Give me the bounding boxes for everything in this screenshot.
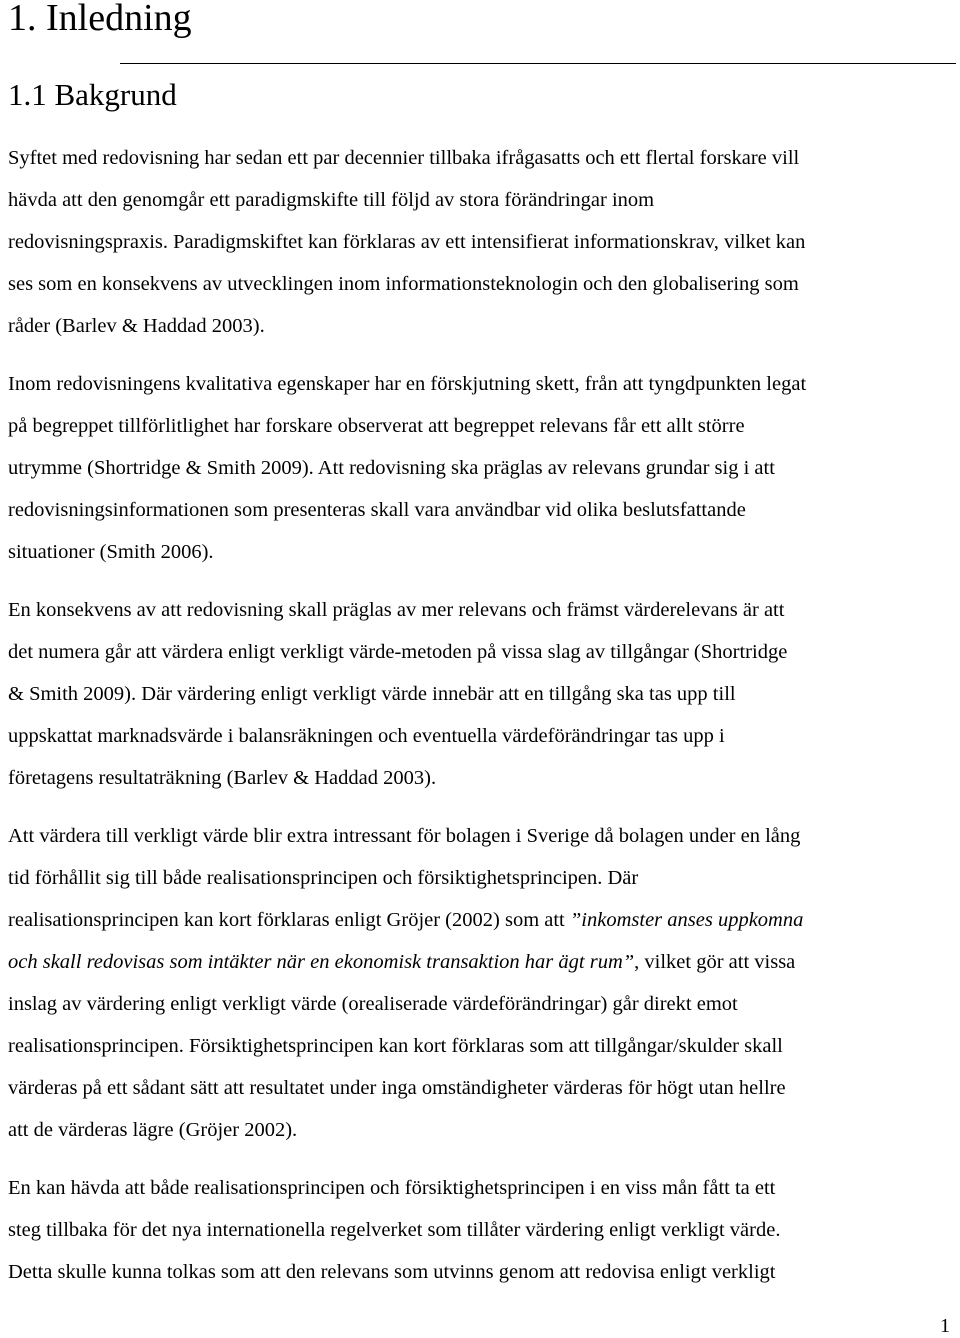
text-line: ses som en konsekvens av utvecklingen inom informationsteknologin och den globalisering som xyxy=(8,273,799,295)
text-line: redovisningsinformationen som presenteras skall vara användbar vid olika beslutsfattande xyxy=(8,499,746,521)
text-line: företagens resultaträkning (Barlev & Haddad 2003). xyxy=(8,767,437,789)
chapter-heading: 1. Inledning xyxy=(8,0,192,39)
text-line xyxy=(8,949,795,975)
text-line: steg tillbaka för det nya internationella regelverket som tillåter värdering enligt verkligt värde. xyxy=(8,1219,781,1241)
text-line: tid förhållit sig till både realisationsprincipen och försiktighetsprincipen. Där xyxy=(8,867,639,889)
text-line: En konsekvens av att redovisning skall präglas av mer relevans och främst värderelevans är att xyxy=(8,599,785,621)
page-number: 1 xyxy=(940,1315,950,1337)
text-line: uppskattat marknadsvärde i balansräkningen och eventuella värdeförändringar tas upp i xyxy=(8,725,725,747)
section-heading: 1.1 Bakgrund xyxy=(8,77,177,112)
text-line: Att värdera till verkligt värde blir extra intressant för bolagen i Sverige då bolagen under en lång xyxy=(8,825,801,847)
text-line: värderas på ett sådant sätt att resultatet under inga omständigheter värderas för högt utan hellre xyxy=(8,1077,786,1099)
text-line: situationer (Smith 2006). xyxy=(8,541,214,563)
quote-text: ”inkomster anses uppkomna xyxy=(569,909,804,931)
text-line: hävda att den genomgår ett paradigmskifte till följd av stora förändringar inom xyxy=(8,189,655,211)
text-line: redovisningspraxis. Paradigmskiftet kan förklaras av ett intensifierat informationskrav, vilket kan xyxy=(8,231,806,253)
text-segment: realisationsprincipen kan kort förklaras enligt Gröjer (2002) som att xyxy=(8,909,570,931)
text-line: att de värderas lägre (Gröjer 2002). xyxy=(8,1119,298,1141)
text-segment: , vilket gör att vissa xyxy=(634,951,796,973)
text-line: En kan hävda att både realisationsprincipen och försiktighetsprincipen i en viss mån fått ta ett xyxy=(8,1177,776,1199)
heading-rule xyxy=(120,63,956,64)
text-line: utrymme (Shortridge & Smith 2009). Att redovisning ska präglas av relevans grundar sig i att xyxy=(8,457,775,479)
text-line xyxy=(8,907,803,933)
text-line: råder (Barlev & Haddad 2003). xyxy=(8,315,265,337)
text-line: Detta skulle kunna tolkas som att den relevans som utvinns genom att redovisa enligt verkligt xyxy=(8,1261,776,1283)
text-line: Syftet med redovisning har sedan ett par decennier tillbaka ifrågasatts och ett flertal forskare vill xyxy=(8,147,800,169)
text-line: inslag av värdering enligt verkligt värde (orealiserade värdeförändringar) går direkt emot xyxy=(8,993,738,1015)
text-line: realisationsprincipen. Försiktighetsprincipen kan kort förklaras som att tillgångar/skulder skall xyxy=(8,1035,783,1057)
text-line: det numera går att värdera enligt verkligt värde-metoden på vissa slag av tillgångar (Shortridge xyxy=(8,641,788,663)
text-line: Inom redovisningens kvalitativa egenskaper har en förskjutning skett, från att tyngdpunkten legat xyxy=(8,373,807,395)
quote-text: och skall redovisas som intäkter när en ekonomisk transaktion har ägt rum” xyxy=(8,951,635,973)
text-line: & Smith 2009). Där värdering enligt verkligt värde innebär att en tillgång ska tas upp till xyxy=(8,683,736,705)
text-line: på begreppet tillförlitlighet har forskare observerat att begreppet relevans får ett allt större xyxy=(8,415,745,437)
